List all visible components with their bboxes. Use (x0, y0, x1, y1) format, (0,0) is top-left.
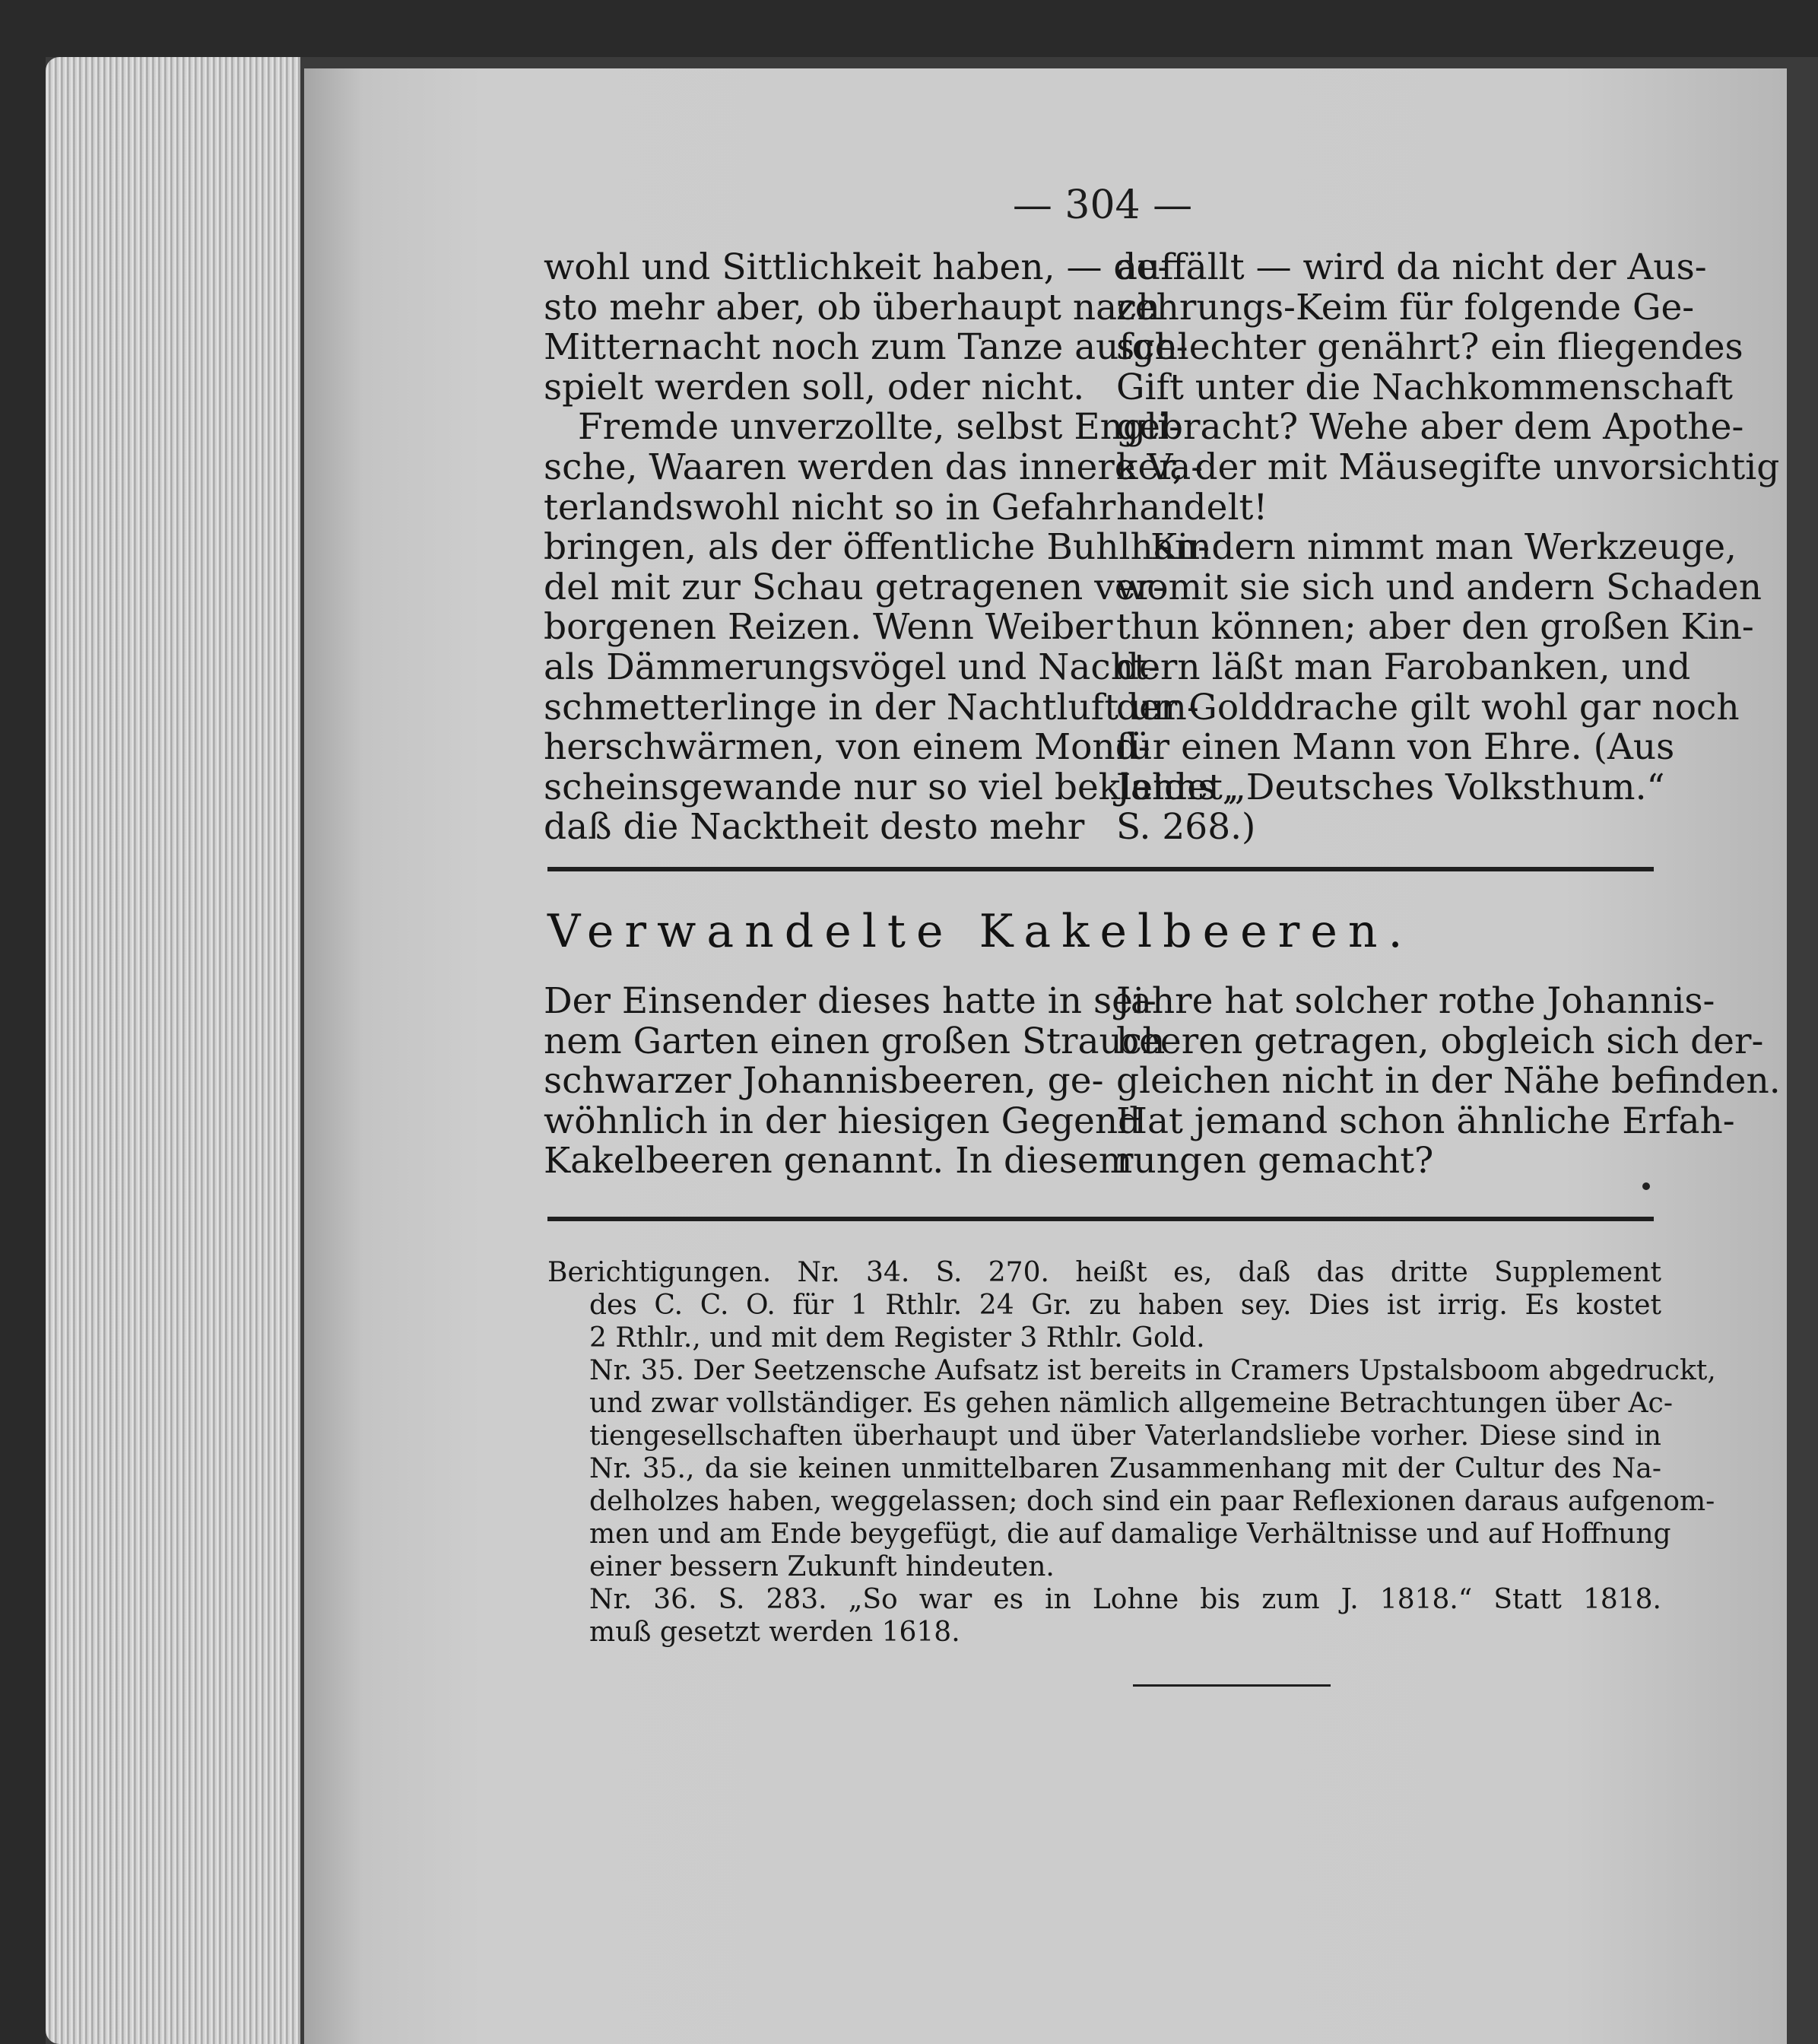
text-line: sto mehr aber, ob überhaupt nach (544, 286, 1160, 328)
text-line: womit sie sich und andern Schaden (1116, 566, 1762, 608)
text-line: terlandswohl nicht so in Gefahr (544, 486, 1116, 528)
text-line: herschwärmen, von einem Mond- (544, 726, 1150, 769)
text-line: gebracht? Wehe aber dem Apothe- (1116, 406, 1744, 449)
text-line: S. 268.) (1116, 806, 1256, 849)
note-line: Nr. 35., da sie keinen unmittelbaren Zusammenhang mit der Cultur des Na- (589, 1453, 1661, 1484)
note-line: Nr. 36. S. 283. „So war es in Lohne bis zum J. 1818.“ Statt 1818. (589, 1584, 1661, 1615)
text-line: wöhnlich in der hiesigen Gegend (544, 1100, 1141, 1142)
text-line: del mit zur Schau getragenen ver- (544, 566, 1165, 608)
text-line: nem Garten einen großen Strauch (544, 1020, 1166, 1062)
text-line: Kindern nimmt man Werkzeuge, (1150, 526, 1737, 569)
text-line: Hat jemand schon ähnliche Erfah- (1116, 1100, 1735, 1142)
section-divider (547, 1217, 1654, 1221)
section-divider (547, 867, 1654, 871)
text-line: spielt werden soll, oder nicht. (544, 366, 1085, 408)
text-line: beeren getragen, obgleich sich der- (1116, 1020, 1764, 1062)
text-line: dern läßt man Farobanken, und (1116, 646, 1691, 688)
section1-right-column (1116, 246, 1780, 849)
note-line: Nr. 35. Der Seetzensche Aufsatz ist bereits in Cramers Upstalsboom abgedruckt, (589, 1355, 1716, 1386)
text-line: sche, Waaren werden das innere Va- (544, 446, 1204, 488)
text-line: rungen gemacht? (1116, 1140, 1434, 1182)
note-line: des C. C. O. für 1 Rthlr. 24 Gr. zu haben sey. Dies ist irrig. Es kostet (589, 1290, 1661, 1321)
note-line: men und am Ende beygefügt, die auf damalige Verhältnisse und auf Hoffnung (589, 1519, 1671, 1550)
corrections-notes (547, 1256, 1716, 1649)
note-line: delholzes haben, weggelassen; doch sind ein paar Reflexionen daraus aufgenom- (589, 1486, 1715, 1517)
text-line: für einen Mann von Ehre. (Aus (1116, 726, 1675, 769)
note-line: Berichtigungen. Nr. 34. S. 270. heißt es, daß das dritte Supplement (547, 1257, 1661, 1288)
page-edges (46, 57, 300, 2044)
text-line: Der Einsender dieses hatte in sei- (544, 980, 1156, 1022)
text-line: Fremde unverzollte, selbst Engli- (578, 406, 1181, 449)
section2-right-column (1116, 980, 1781, 1182)
section2-left-column (544, 980, 1166, 1182)
text-line: auffällt — wird da nicht der Aus- (1116, 246, 1707, 288)
note-line: und zwar vollständiger. Es gehen nämlich allgemeine Betrachtungen über Ac- (589, 1388, 1674, 1419)
text-line: gleichen nicht in der Nähe befinden. (1116, 1060, 1781, 1103)
page-number: — 304 — (1012, 182, 1193, 228)
note-line: einer bessern Zukunft hindeuten. (589, 1551, 1055, 1582)
text-line: als Dämmerungsvögel und Nacht- (544, 646, 1160, 688)
text-line: bringen, als der öffentliche Buhlhan- (544, 526, 1210, 569)
text-line: Gift unter die Nachkommenschaft (1116, 366, 1734, 408)
note-line: 2 Rthlr., und mit dem Register 3 Rthlr. Gold. (589, 1322, 1205, 1354)
end-rule (1133, 1684, 1331, 1687)
note-line: tiengesellschaften überhaupt und über Vaterlandsliebe vorher. Diese sind in (589, 1420, 1661, 1452)
text-line: wohl und Sittlichkeit haben, — de- (544, 246, 1170, 288)
text-line: handelt! (1116, 486, 1268, 528)
section-heading: Verwandelte Kakelbeeren. (547, 905, 1413, 958)
text-line: daß die Nacktheit desto mehr (544, 806, 1085, 849)
text-line: Kakelbeeren genannt. In diesem (544, 1140, 1133, 1182)
text-line: Mitternacht noch zum Tanze aufge- (544, 326, 1188, 369)
text-line: Jahns „Deutsches Volksthum.“ (1116, 766, 1665, 808)
text-line: borgenen Reizen. Wenn Weiber (544, 606, 1113, 649)
ornament-dot (1642, 1182, 1650, 1190)
text-line: der Golddrache gilt wohl gar noch (1116, 686, 1740, 728)
text-line: ker, der mit Mäusegifte unvorsichtig (1116, 446, 1780, 488)
text-line: schwarzer Johannisbeeren, ge- (544, 1060, 1104, 1103)
text-line: thun können; aber den großen Kin- (1116, 606, 1754, 649)
text-line: schmetterlinge in der Nachtluft um- (544, 686, 1199, 728)
text-line: schlechter genährt? ein fliegendes (1116, 326, 1743, 369)
text-line: Jahre hat solcher rothe Johannis- (1116, 980, 1715, 1022)
note-line: muß gesetzt werden 1618. (589, 1617, 960, 1648)
text-line: zehrungs-Keim für folgende Ge- (1116, 286, 1695, 328)
text-line: scheinsgewande nur so viel bekleidet, (544, 766, 1234, 808)
